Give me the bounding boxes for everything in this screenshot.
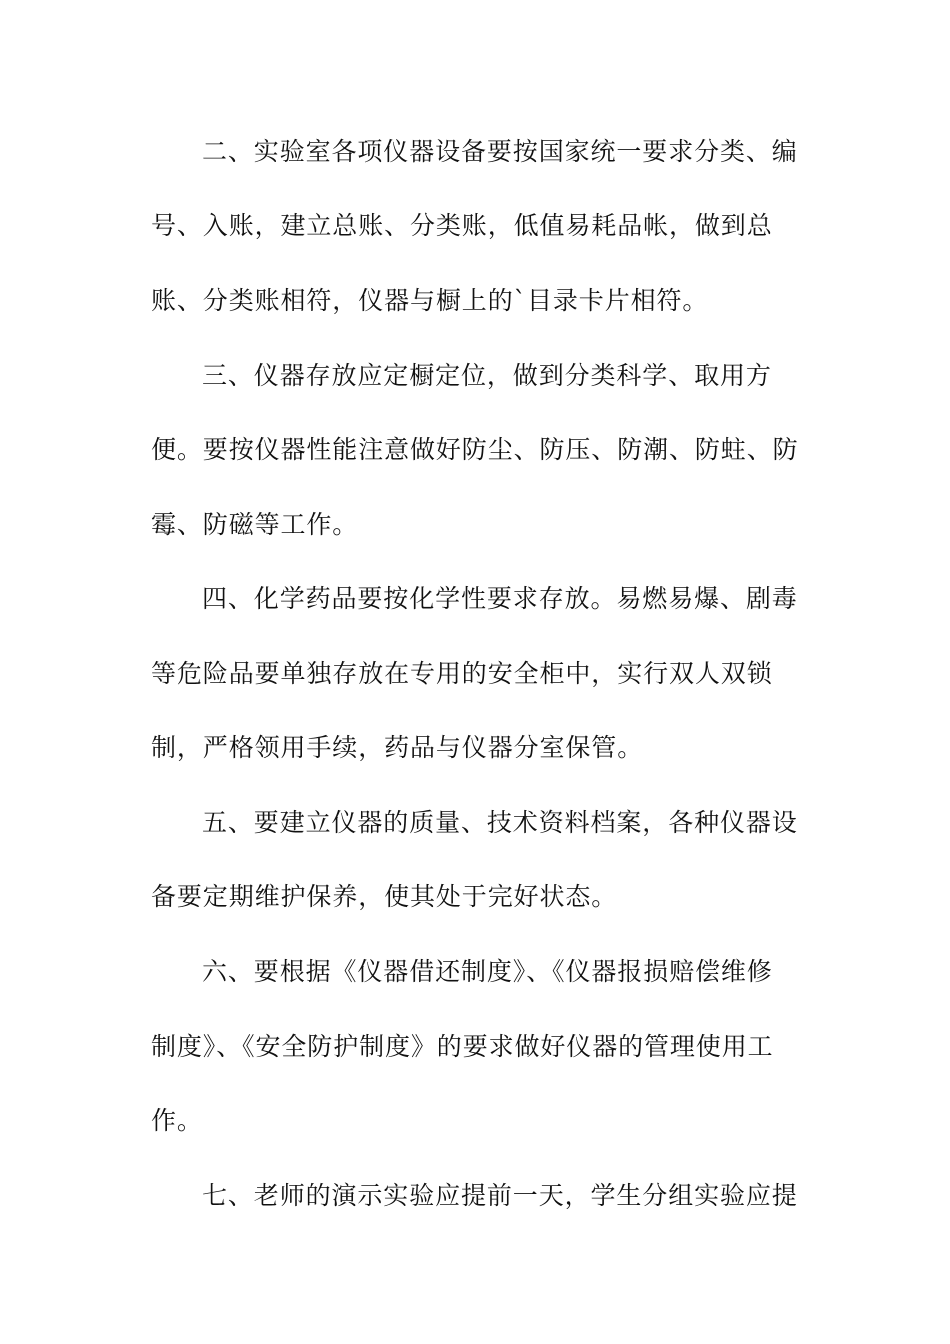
text-line: 七、老师的演示实验应提前一天，学生分组实验应提 [202, 1181, 798, 1210]
text-line: 四、化学药品要按化学性要求存放。易燃易爆、剧毒 [202, 584, 798, 613]
text-line: 备要定期维护保养，使其处于完好状态。 [151, 882, 618, 911]
text-line: 二、实验室各项仪器设备要按国家统一要求分类、编 [202, 137, 798, 166]
text-line: 霉、防磁等工作。 [151, 510, 359, 539]
text-line: 便。要按仪器性能注意做好防尘、防压、防潮、防蛀、防 [151, 435, 799, 464]
text-line: 制度》、《安全防护制度》的要求做好仪器的管理使用工 [151, 1032, 774, 1061]
text-line: 账、分类账相符，仪器与橱上的`目录卡片相符。 [151, 286, 709, 315]
text-line: 等危险品要单独存放在专用的安全柜中，实行双人双锁 [151, 659, 773, 688]
text-line: 制，严格领用手续，药品与仪器分室保管。 [151, 733, 644, 762]
text-line: 号、入账，建立总账、分类账，低值易耗品帐，做到总 [151, 211, 773, 240]
text-line: 三、仪器存放应定橱定位，做到分类科学、取用方 [202, 361, 772, 390]
text-line: 六、要根据《仪器借还制度》、《仪器报损赔偿维修 [202, 957, 773, 986]
text-line: 五、要建立仪器的质量、技术资料档案，各种仪器设 [202, 808, 798, 837]
text-line: 作。 [151, 1106, 203, 1135]
